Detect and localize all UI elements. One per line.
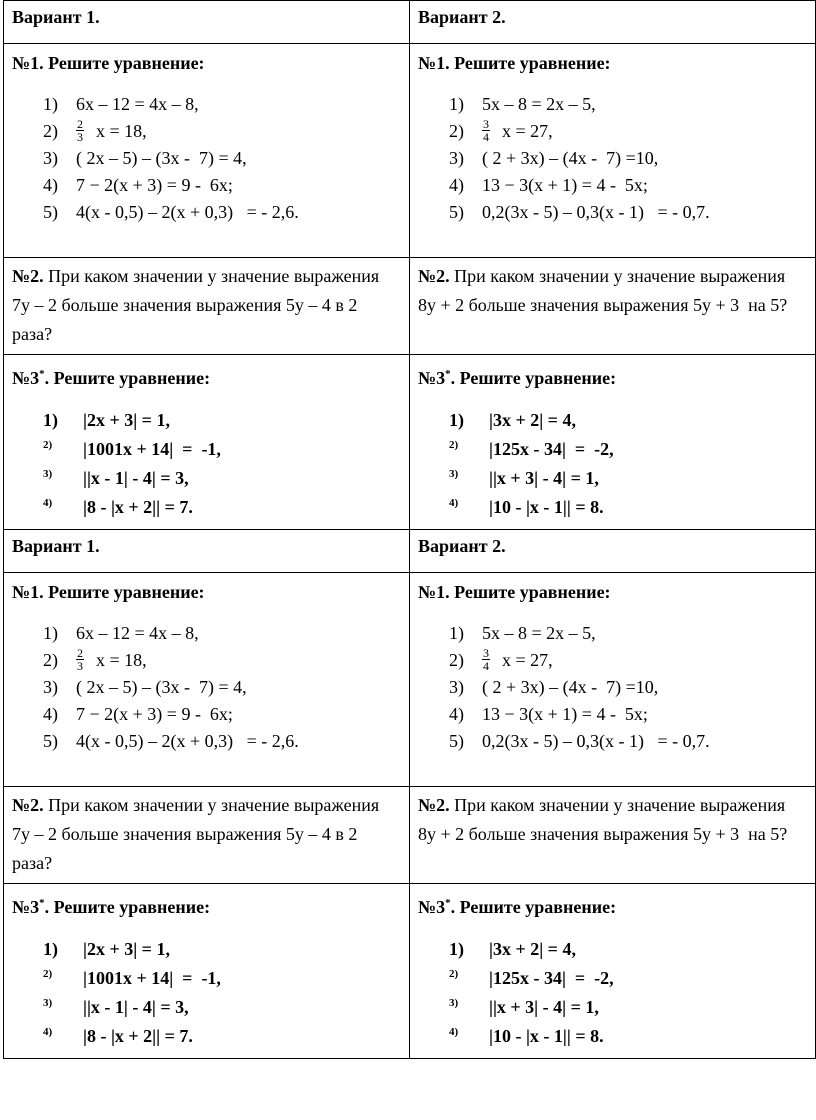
equation-item: [43, 91, 401, 118]
equation-item: [449, 199, 807, 226]
task1-label: №1. Решите уравнение:: [12, 582, 205, 602]
item-number: 5): [43, 731, 58, 751]
task2-label: №2.: [12, 266, 44, 286]
abs-equation-item: [449, 406, 807, 435]
equation-list: [12, 620, 401, 755]
item-number: 5): [449, 202, 464, 222]
equation-item: [43, 728, 401, 755]
equation-item: [449, 118, 807, 145]
task2-row: [4, 787, 816, 884]
abs-equation-item: [449, 993, 807, 1022]
item-number: 3): [43, 148, 58, 168]
item-number: 3): [449, 148, 464, 168]
equation-text: 13 − 3(x + 1) = 4 - 5x;: [482, 704, 648, 724]
task3-cell: [410, 884, 816, 1059]
equation-item: [449, 172, 807, 199]
equation-text: 5x – 8 = 2x – 5,: [482, 623, 596, 643]
variant-header-cell: [4, 1, 410, 44]
item-number: 2): [449, 439, 459, 451]
abs-equation-item: [43, 935, 401, 964]
task3-label: №3: [12, 897, 40, 917]
task1-cell: [410, 44, 816, 258]
equation-text: |125x - 34| = -2,: [489, 968, 614, 988]
equation-text: |1001x + 14| = -1,: [83, 968, 221, 988]
task3-star: *: [39, 368, 45, 380]
equation-item: [43, 199, 401, 226]
task1-cell: [410, 573, 816, 787]
variant-title: Вариант 1.: [12, 7, 100, 27]
variant-header-cell: [4, 530, 410, 573]
equation-item: [43, 620, 401, 647]
fraction-numerator: 2: [77, 117, 83, 131]
variant-title: Вариант 2.: [418, 7, 506, 27]
equation-item: [449, 145, 807, 172]
equation-item: [449, 91, 807, 118]
item-number: 1): [449, 623, 464, 643]
equation-item: [449, 728, 807, 755]
task2-label: №2.: [418, 795, 450, 815]
item-number: 3): [449, 677, 464, 697]
equation-item: [43, 701, 401, 728]
equation-item: [449, 620, 807, 647]
equation-text: x = 27,: [502, 121, 553, 141]
fraction-denominator: 3: [77, 130, 83, 144]
fraction: [76, 118, 84, 145]
equation-list: [418, 620, 807, 755]
abs-equation-item: [449, 935, 807, 964]
task2-text: При каком значении у значение выражения 7у – 2 больше значения выражения 5у – 4 в 2 раза?: [12, 795, 389, 873]
equation-item: [43, 674, 401, 701]
abs-equation-item: [449, 464, 807, 493]
abs-equation-item: [43, 993, 401, 1022]
item-number: 2): [449, 968, 459, 980]
abs-equation-item: [449, 1022, 807, 1051]
item-number: 1): [43, 94, 58, 114]
item-number: 5): [449, 731, 464, 751]
item-number: 3): [43, 677, 58, 697]
task3-cell: [4, 884, 410, 1059]
task2-cell: [4, 258, 410, 355]
task2-paragraph: [12, 262, 401, 349]
fraction-numerator: 3: [483, 117, 489, 131]
abs-equation-item: [43, 435, 401, 464]
fraction: [76, 647, 84, 674]
equation-text: ( 2x – 5) – (3x - 7) = 4,: [76, 148, 247, 168]
task1-label: №1. Решите уравнение:: [418, 53, 611, 73]
fraction-denominator: 4: [483, 130, 489, 144]
item-number: 1): [43, 623, 58, 643]
task3-heading: [12, 362, 401, 390]
equation-text: |2x + 3| = 1,: [83, 410, 170, 430]
item-number: 2): [449, 121, 464, 141]
task3-star: *: [445, 897, 451, 909]
task1-label: №1. Решите уравнение:: [12, 53, 205, 73]
item-number: 4): [449, 1026, 459, 1038]
equation-text: |3x + 2| = 4,: [489, 939, 576, 959]
equation-item: [43, 647, 401, 674]
equation-text: 4(x - 0,5) – 2(x + 0,3) = - 2,6.: [76, 202, 299, 222]
equation-text: ||x + 3| - 4| = 1,: [489, 997, 599, 1017]
variant-header-cell: [410, 1, 816, 44]
equation-text: ( 2 + 3x) – (4x - 7) =10,: [482, 148, 659, 168]
item-number: 4): [43, 704, 58, 724]
task3-star: *: [39, 897, 45, 909]
task3-rest: . Решите уравнение:: [44, 368, 211, 388]
task2-label: №2.: [418, 266, 450, 286]
abs-equation-item: [43, 493, 401, 522]
equation-item: [43, 145, 401, 172]
task1-cell: [4, 573, 410, 787]
item-number: 4): [449, 175, 464, 195]
item-number: 2): [449, 650, 464, 670]
task3-heading: [12, 891, 401, 919]
task3-label: №3: [418, 368, 446, 388]
task3-rest: . Решите уравнение:: [450, 368, 617, 388]
variant-header-row: [4, 1, 816, 44]
equation-text: ( 2x – 5) – (3x - 7) = 4,: [76, 677, 247, 697]
item-number: 1): [449, 94, 464, 114]
equation-item: [43, 172, 401, 199]
item-number: 3): [43, 997, 53, 1009]
task2-label: №2.: [12, 795, 44, 815]
abs-equation-item: [449, 964, 807, 993]
abs-equation-list: [418, 406, 807, 522]
equation-text: x = 18,: [96, 650, 147, 670]
task3-row: [4, 884, 816, 1059]
task1-label: №1. Решите уравнение:: [418, 582, 611, 602]
variant-title: Вариант 2.: [418, 536, 506, 556]
task3-star: *: [445, 368, 451, 380]
equation-item: [43, 118, 401, 145]
item-number: 2): [43, 121, 58, 141]
equation-text: x = 18,: [96, 121, 147, 141]
task3-rest: . Решите уравнение:: [450, 897, 617, 917]
item-number: 4): [43, 175, 58, 195]
task3-label: №3: [418, 897, 446, 917]
equation-text: 13 − 3(x + 1) = 4 - 5x;: [482, 175, 648, 195]
abs-equation-list: [418, 935, 807, 1051]
worksheet-table: [3, 0, 816, 1059]
equation-text: 0,2(3x - 5) – 0,3(x - 1) = - 0,7.: [482, 202, 710, 222]
abs-equation-item: [43, 1022, 401, 1051]
task3-cell: [410, 355, 816, 530]
task2-text: При каком значении у значение выражения 8у + 2 больше значения выражения 5у + 3 на 5?: [418, 266, 795, 315]
equation-text: 4(x - 0,5) – 2(x + 0,3) = - 2,6.: [76, 731, 299, 751]
fraction-numerator: 3: [483, 646, 489, 660]
item-number: 3): [449, 997, 459, 1009]
equation-text: 7 − 2(x + 3) = 9 - 6x;: [76, 175, 233, 195]
equation-text: |8 - |x + 2|| = 7.: [83, 497, 193, 517]
variant-header-cell: [410, 530, 816, 573]
fraction: [482, 118, 490, 145]
equation-text: ||x - 1| - 4| = 3,: [83, 468, 189, 488]
task1-row: [4, 44, 816, 258]
equation-text: |2x + 3| = 1,: [83, 939, 170, 959]
task3-label: №3: [12, 368, 40, 388]
fraction-denominator: 3: [77, 659, 83, 673]
abs-equation-item: [449, 435, 807, 464]
task2-text: При каком значении у значение выражения 8у + 2 больше значения выражения 5у + 3 на 5?: [418, 795, 795, 844]
fraction-denominator: 4: [483, 659, 489, 673]
item-number: 3): [449, 468, 459, 480]
equation-text: |10 - |x - 1|| = 8.: [489, 1026, 604, 1046]
abs-equation-item: [43, 964, 401, 993]
task2-row: [4, 258, 816, 355]
equation-text: 6x – 12 = 4x – 8,: [76, 623, 199, 643]
task3-heading: [418, 891, 807, 919]
equation-item: [449, 674, 807, 701]
equation-text: 7 − 2(x + 3) = 9 - 6x;: [76, 704, 233, 724]
equation-text: ||x - 1| - 4| = 3,: [83, 997, 189, 1017]
task2-cell: [410, 787, 816, 884]
equation-text: |1001x + 14| = -1,: [83, 439, 221, 459]
equation-text: ||x + 3| - 4| = 1,: [489, 468, 599, 488]
task2-paragraph: [12, 791, 401, 878]
item-number: 1): [43, 410, 58, 430]
item-number: 1): [449, 939, 464, 959]
abs-equation-item: [43, 406, 401, 435]
task2-cell: [410, 258, 816, 355]
task3-rest: . Решите уравнение:: [44, 897, 211, 917]
item-number: 3): [43, 468, 53, 480]
variant-title: Вариант 1.: [12, 536, 100, 556]
equation-text: 5x – 8 = 2x – 5,: [482, 94, 596, 114]
task2-text: При каком значении у значение выражения 7у – 2 больше значения выражения 5у – 4 в 2 раза?: [12, 266, 389, 344]
abs-equation-list: [12, 406, 401, 522]
equation-list: [12, 91, 401, 226]
task2-cell: [4, 787, 410, 884]
equation-text: ( 2 + 3x) – (4x - 7) =10,: [482, 677, 659, 697]
equation-text: |10 - |x - 1|| = 8.: [489, 497, 604, 517]
abs-equation-list: [12, 935, 401, 1051]
task2-paragraph: [418, 262, 807, 320]
item-number: 1): [449, 410, 464, 430]
task1-row: [4, 573, 816, 787]
equation-item: [449, 647, 807, 674]
equation-list: [418, 91, 807, 226]
item-number: 2): [43, 650, 58, 670]
item-number: 1): [43, 939, 58, 959]
task2-paragraph: [418, 791, 807, 849]
abs-equation-item: [43, 464, 401, 493]
item-number: 2): [43, 439, 53, 451]
equation-item: [449, 701, 807, 728]
item-number: 4): [43, 497, 53, 509]
fraction: [482, 647, 490, 674]
item-number: 2): [43, 968, 53, 980]
item-number: 5): [43, 202, 58, 222]
task3-heading: [418, 362, 807, 390]
task3-row: [4, 355, 816, 530]
equation-text: |3x + 2| = 4,: [489, 410, 576, 430]
equation-text: x = 27,: [502, 650, 553, 670]
equation-text: |8 - |x + 2|| = 7.: [83, 1026, 193, 1046]
fraction-numerator: 2: [77, 646, 83, 660]
item-number: 4): [449, 704, 464, 724]
task3-cell: [4, 355, 410, 530]
equation-text: 0,2(3x - 5) – 0,3(x - 1) = - 0,7.: [482, 731, 710, 751]
equation-text: 6x – 12 = 4x – 8,: [76, 94, 199, 114]
item-number: 4): [43, 1026, 53, 1038]
variant-header-row: [4, 530, 816, 573]
abs-equation-item: [449, 493, 807, 522]
equation-text: |125x - 34| = -2,: [489, 439, 614, 459]
item-number: 4): [449, 497, 459, 509]
task1-cell: [4, 44, 410, 258]
